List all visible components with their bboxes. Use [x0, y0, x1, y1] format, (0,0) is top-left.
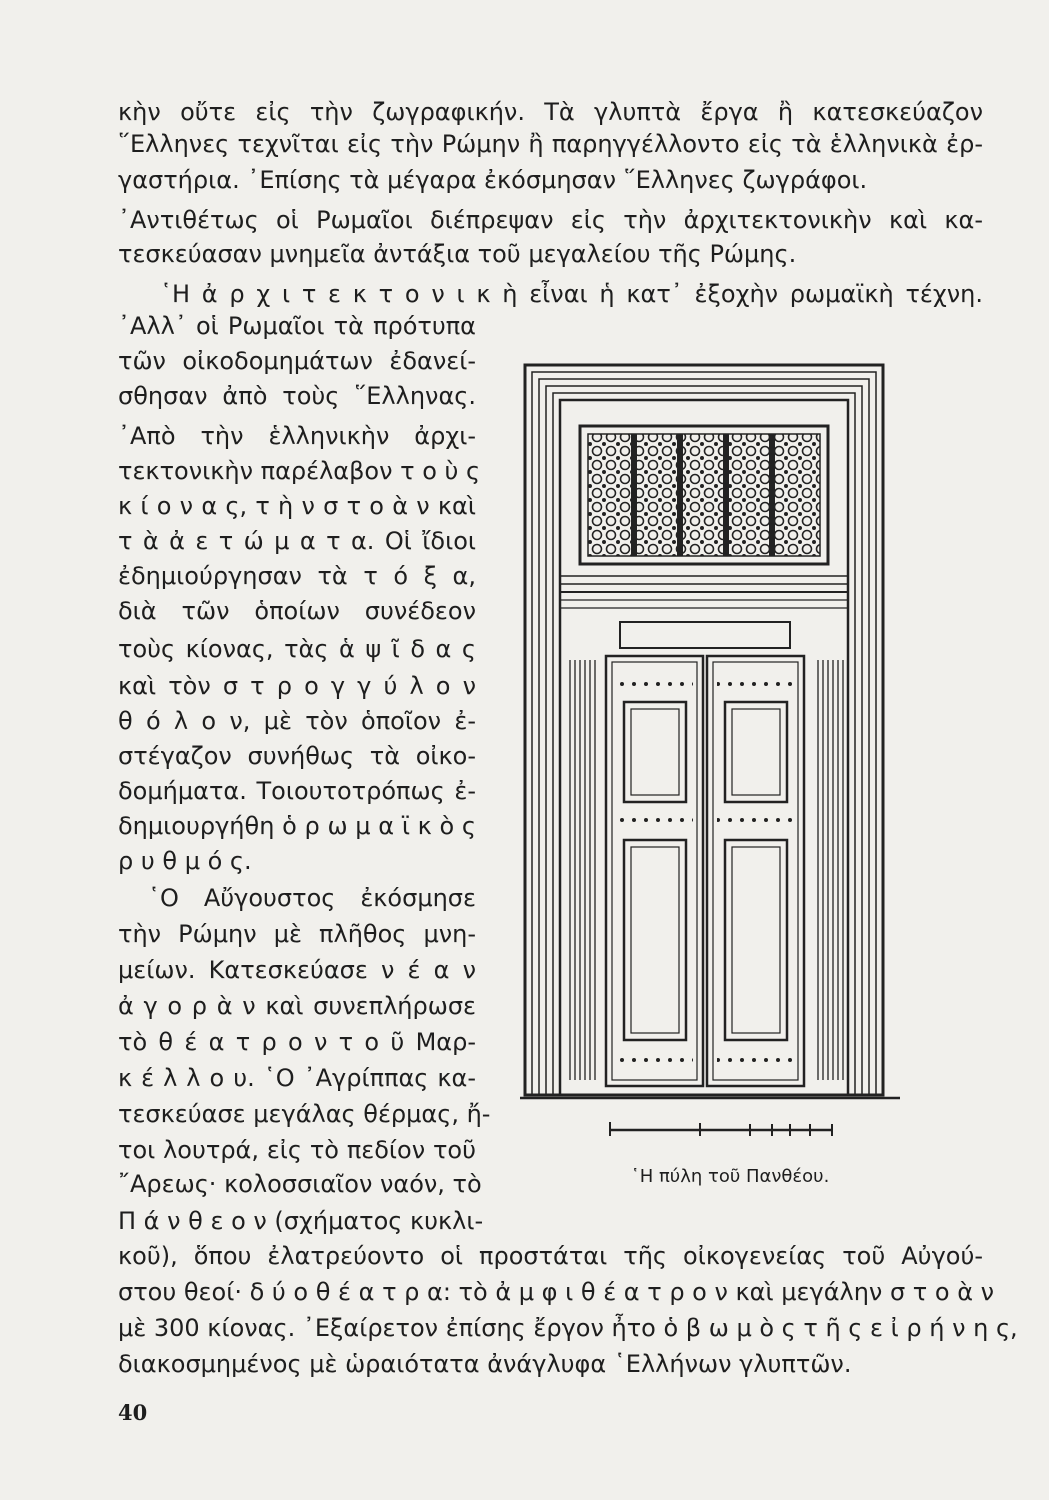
text-line-17: καὶ τὸν σ τ ρ ο γ γ ύ λ ο ν [118, 672, 476, 700]
text-line-6: ῾Η ἀ ρ χ ι τ ε κ τ ο ν ι κ ὴ εἶναι ἡ κατ᾿ ἐξοχὴν ρωμαϊκὴ τέχνη. [160, 280, 983, 308]
text-line-10: ᾿Απὸ τὴν ἑλληνικὴν ἀρχι- [118, 422, 476, 450]
text-line-25: μείων. Κατεσκεύασε ν έ α ν [118, 956, 476, 984]
text-line-9: σθησαν ἀπὸ τοὺς ῞Ελληνας. [118, 382, 476, 410]
text-line-5: τεσκεύασαν μνημεῖα ἀντάξια τοῦ μεγαλείου τῆς Ρώμης. [118, 240, 797, 268]
text-line-20: δομήματα. Τοιουτοτρόπως ἐ- [118, 777, 476, 805]
text-line-7: ᾿Αλλ᾿ οἱ Ρωμαῖοι τὰ πρότυπα [118, 312, 476, 340]
text-line-36: διακοσμημένος μὲ ὡραιότατα ἀνάγλυφα ῾Ελλήνων γλυπτῶν. [118, 1350, 852, 1378]
page-number: 40 [118, 1400, 148, 1425]
text-line-24: τὴν Ρώμην μὲ πλῆθος μνη- [118, 920, 476, 948]
text-line-4: ᾿Αντιθέτως οἱ Ρωμαῖοι διέπρεψαν εἰς τὴν ἀρχιτεκτονικὴν καὶ κα- [118, 206, 983, 234]
text-line-2: ῞Ελληνες τεχνῖται εἰς τὴν Ρώμην ἢ παρηγγέλλοντο εἰς τὰ ἑλληνικὰ ἐρ- [118, 130, 983, 158]
text-line-8: τῶν οἰκοδομημάτων ἐδανεί- [118, 347, 476, 375]
text-line-28: κ έ λ λ ο υ. ῾Ο ᾿Αγρίππας κα- [118, 1064, 476, 1092]
text-line-34: στου θεοί· δ ύ ο θ έ α τ ρ α: τὸ ἀ μ φ ι θ έ α τ ρ ο ν καὶ μεγάλην σ τ ο ὰ ν [118, 1278, 995, 1306]
text-line-27: τὸ θ έ α τ ρ ο ν τ ο ῦ Μαρ- [118, 1028, 476, 1056]
text-line-31: ῎Αρεως· κολοσσιαῖον ναόν, τὸ [118, 1170, 482, 1198]
text-line-19: στέγαζον συνήθως τὰ οἰκο- [118, 742, 476, 770]
text-line-30: τοι λουτρά, εἰς τὸ πεδίον τοῦ [118, 1136, 476, 1164]
text-line-26: ἀ γ ο ρ ὰ ν καὶ συνεπλήρωσε [118, 992, 476, 1020]
text-line-35: μὲ 300 κίονας. ᾿Εξαίρετον ἐπίσης ἔργον ἦτο ὁ β ω μ ὸ ς τ ῆ ς ε ἰ ρ ή ν η ς, [118, 1314, 1018, 1342]
text-line-22: ρ υ θ μ ό ς. [118, 847, 252, 875]
text-line-33: κοῦ), ὅπου ἐλατρεύοντο οἱ προστάται τῆς οἰκογενείας τοῦ Αὐγού- [118, 1242, 983, 1270]
text-line-3: γαστήρια. ᾿Επίσης τὰ μέγαρα ἐκόσμησαν ῞Ελληνες ζωγράφοι. [118, 166, 868, 194]
text-line-11: τεκτονικὴν παρέλαβον τ ο ὺ ς [118, 457, 481, 485]
text-line-12: κ ί ο ν α ς, τ ὴ ν σ τ ο ὰ ν καὶ [118, 492, 476, 520]
text-line-15: διὰ τῶν ὁποίων συνέδεον [118, 597, 476, 625]
figure-caption: ῾Η πύλη τοῦ Πανθέου. [630, 1166, 830, 1187]
text-line-16: τοὺς κίονας, τὰς ἁ ψ ῖ δ α ς [118, 635, 476, 663]
text-line-23: ῾Ο Αὔγουστος ἐκόσμησε [148, 884, 476, 912]
text-line-1: κὴν οὔτε εἰς τὴν ζωγραφικήν. Τὰ γλυπτὰ ἔργα ἢ κατεσκεύαζον [118, 98, 983, 126]
text-line-29: τεσκεύασε μεγάλας θέρμας, ἤ- [118, 1100, 491, 1128]
text-line-13: τ ὰ ἀ ε τ ώ μ α τ α. Οἱ ἴδιοι [118, 527, 476, 555]
text-line-14: ἐδημιούργησαν τὰ τ ό ξ α, [118, 562, 476, 590]
text-line-21: δημιουργήθη ὁ ρ ω μ α ϊ κ ὸ ς [118, 812, 476, 840]
text-line-32: Π ά ν θ ε ο ν (σχήματος κυκλι- [118, 1207, 484, 1235]
pantheon-door-illustration [520, 360, 900, 1140]
text-line-18: θ ό λ ο ν, μὲ τὸν ὁποῖον ἐ- [118, 707, 476, 735]
